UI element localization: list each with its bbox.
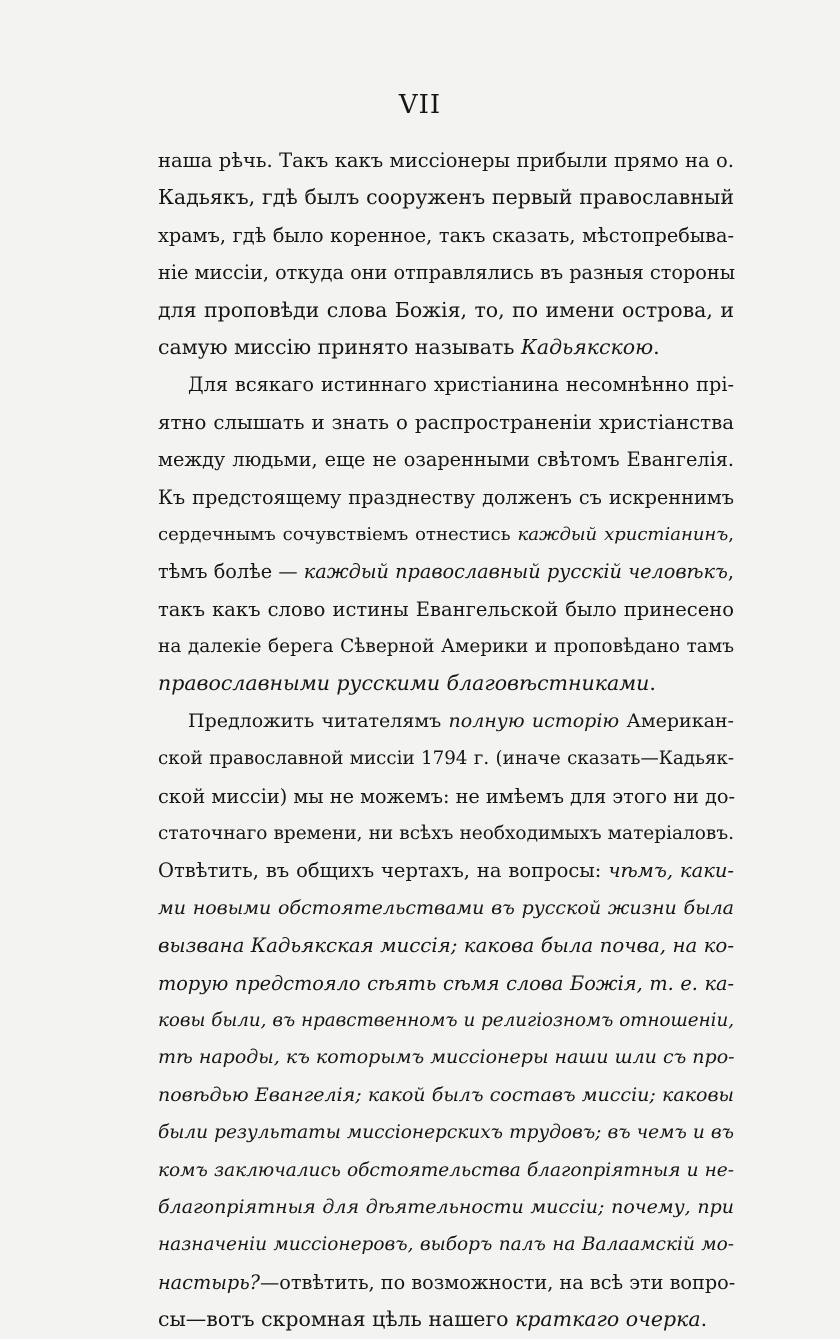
text-segment: ніе миссіи, откуда они отправлялись въ разныя стороны — [158, 261, 736, 285]
text-line — [158, 852, 734, 889]
text-line — [158, 740, 734, 777]
italic-text: настырь? — [158, 1270, 260, 1294]
italic-text: тѣ народы, къ которымъ миссіонеры наши шли съ про- — [158, 1046, 735, 1069]
italic-text: повѣдью Евангелія; какой былъ составъ миссіи; каковы — [158, 1083, 734, 1106]
italic-text: православными русскими благовѣстниками — [158, 671, 650, 696]
text-segment: Для всякаго истиннаго христіанина несомнѣнно прі- — [188, 373, 734, 397]
italic-text: каждый христіанинъ — [517, 523, 729, 545]
body-text — [158, 142, 734, 1339]
text-line — [158, 553, 734, 590]
italic-text: каждый православный русскій человѣкъ — [303, 560, 728, 584]
text-segment: самую миссію принято называть — [158, 334, 521, 359]
text-line — [158, 591, 734, 628]
text-line — [158, 366, 734, 403]
text-line — [158, 1189, 734, 1226]
text-line — [158, 890, 734, 927]
text-segment: Къ предстоящему празднеству долженъ съ искреннимъ — [158, 485, 734, 509]
italic-text: вызвана Кадьякская миссія; какова была почва, на ко- — [158, 934, 734, 958]
text-segment: сердечнымъ сочувствіемъ отнестись — [158, 523, 518, 545]
italic-text: полную исторію — [448, 709, 620, 732]
italic-text: ковы были, въ нравственномъ и религіозномъ отношеніи, — [158, 1009, 734, 1031]
text-line — [158, 1114, 734, 1151]
text-line — [158, 1077, 734, 1114]
text-line — [158, 628, 734, 665]
text-line — [158, 404, 734, 441]
text-line — [158, 441, 734, 478]
italic-text: Кадьякскою — [520, 334, 654, 359]
text-line — [158, 516, 734, 553]
text-line — [158, 927, 734, 964]
text-line — [158, 254, 734, 291]
text-line — [158, 1264, 734, 1301]
text-line — [158, 1152, 734, 1189]
text-line — [158, 1002, 734, 1039]
italic-text: торую предстояло сѣять сѣмя слова Божія, т. е. ка- — [158, 971, 734, 995]
text-segment: . — [649, 671, 656, 696]
italic-text: были результаты миссіонерскихъ трудовъ; въ чемъ и въ — [158, 1122, 734, 1144]
text-segment: , — [727, 560, 734, 584]
italic-text: назначеніи миссіонеровъ, выборъ палъ на Валаамскій мо- — [158, 1234, 734, 1256]
page-number: VII — [398, 90, 442, 120]
text-segment: такъ какъ слово истины Евангельской было принесено — [158, 597, 734, 621]
text-line — [158, 1039, 734, 1076]
text-segment: между людьми, еще не озаренными свѣтомъ Евангелія. — [158, 448, 734, 472]
text-segment: тѣмъ болѣе — — [158, 560, 304, 584]
text-segment: статочнаго времени, ни всѣхъ необходимыхъ матеріаловъ. — [158, 823, 734, 845]
text-segment: . — [653, 334, 660, 359]
text-line — [158, 142, 734, 179]
italic-text: благопріятныя для дѣятельности миссіи; почему, при — [158, 1195, 734, 1218]
text-segment: Кадьякъ, гдѣ былъ сооруженъ первый православный — [158, 185, 734, 210]
text-segment: для проповѣди слова Божія, то, по имени острова, и — [158, 297, 734, 322]
text-line — [158, 965, 734, 1002]
text-segment: на далекіе берега Сѣверной Америки и проповѣдано тамъ — [158, 636, 734, 658]
text-segment: Отвѣтить, въ общихъ чертахъ, на вопросы: — [158, 859, 609, 883]
text-segment: ской миссіи) мы не можемъ: не имѣемъ для этого ни до- — [158, 784, 735, 808]
text-segment: . — [700, 1307, 708, 1332]
text-segment: храмъ, гдѣ было коренное, такъ сказать, мѣстопребыва- — [158, 223, 734, 247]
text-segment: ятно слышать и знать о распространеніи христіанства — [158, 410, 734, 434]
text-segment: сы—вотъ скромная цѣль нашего — [158, 1307, 516, 1332]
text-segment: Предложить читателямъ — [188, 709, 449, 732]
text-line — [158, 179, 734, 216]
text-line — [158, 292, 734, 329]
text-line — [158, 665, 734, 702]
italic-text: комъ заключались обстоятельства благопріятныя и не- — [158, 1159, 734, 1181]
italic-text: чѣмъ, каки- — [608, 859, 734, 883]
text-line — [158, 815, 734, 852]
text-line — [158, 1301, 734, 1338]
text-line — [158, 778, 734, 815]
italic-text: краткаго очерка — [515, 1307, 701, 1332]
text-segment: —отвѣтить, по возможности, на всѣ эти вопро- — [260, 1270, 736, 1294]
text-line — [158, 1226, 734, 1263]
text-line — [158, 479, 734, 516]
text-segment: , — [728, 523, 735, 545]
text-line — [158, 217, 734, 254]
italic-text: ми новыми обстоятельствами въ русской жизни была — [158, 896, 734, 919]
text-line — [158, 703, 734, 740]
text-line — [158, 329, 734, 366]
text-segment: ской православной миссіи 1794 г. (иначе сказать—Кадьяк- — [158, 748, 734, 770]
text-segment: наша рѣчь. Такъ какъ миссіонеры прибыли прямо на о. — [158, 149, 734, 172]
text-segment: Американ- — [619, 709, 734, 732]
